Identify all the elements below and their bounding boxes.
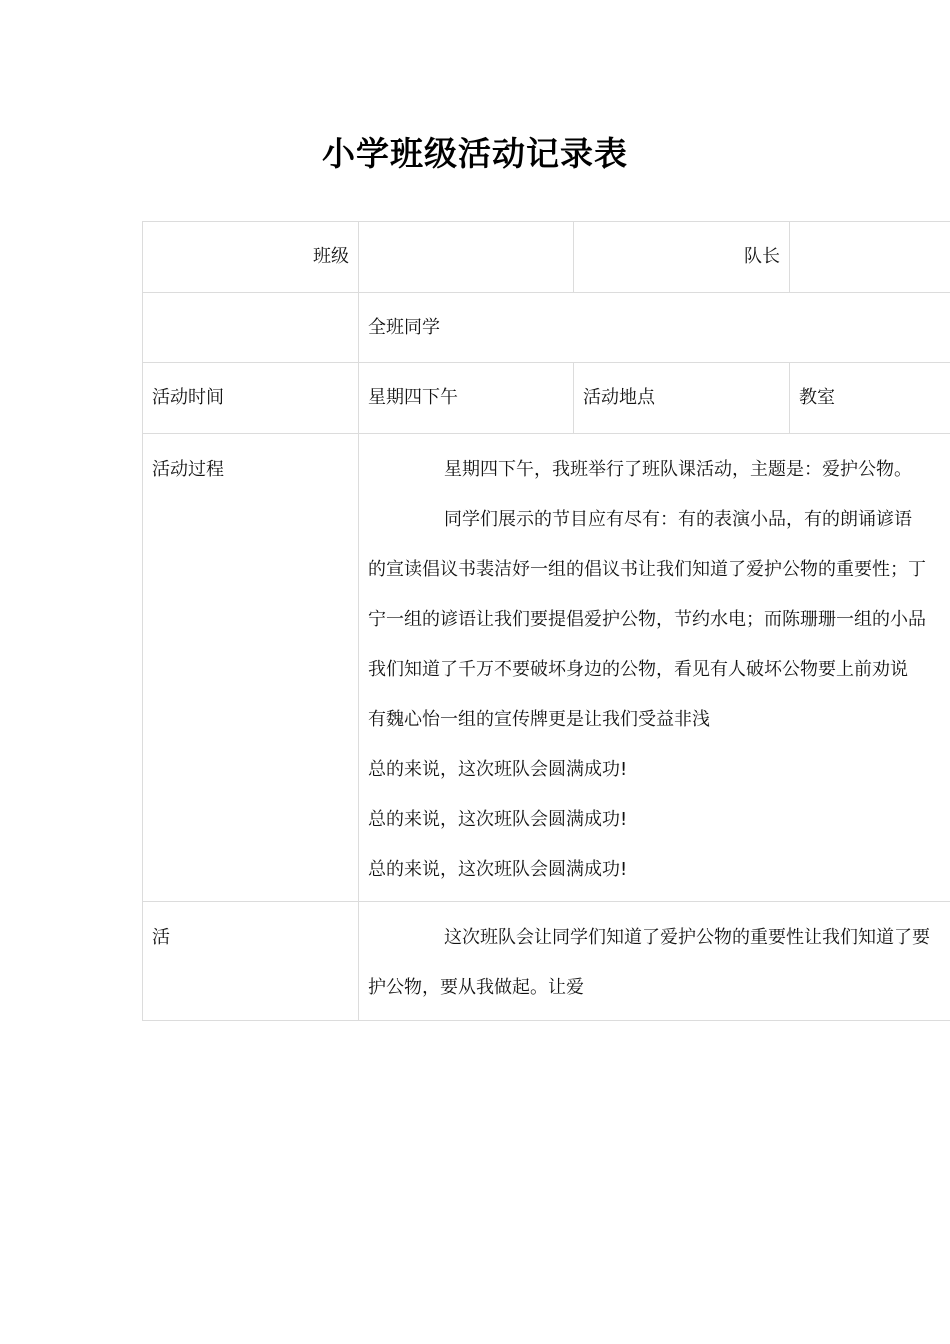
process-line: 我们知道了千万不要破坏身边的公物，看见有人破坏公物要上前劝说 bbox=[368, 659, 908, 680]
process-line: 星期四下午，我班举行了班队课活动，主题是：爱护公物。 bbox=[444, 459, 912, 480]
table-row-time-location bbox=[142, 362, 950, 433]
process-line: 总的来说，这次班队会圆满成功! bbox=[368, 759, 628, 780]
process-line: 总的来说，这次班队会圆满成功! bbox=[368, 859, 628, 880]
table-row-class bbox=[142, 221, 950, 292]
time-label: 活动时间 bbox=[142, 363, 358, 433]
class-value-cell[interactable] bbox=[358, 222, 573, 292]
effect-label: 活 bbox=[142, 902, 358, 1020]
table-row-process bbox=[142, 433, 950, 901]
captain-label: 队长 bbox=[573, 222, 789, 292]
location-label: 活动地点 bbox=[573, 363, 789, 433]
captain-value-cell[interactable] bbox=[789, 222, 950, 292]
effect-line: 这次班队会让同学们知道了爱护公物的重要性让我们知道了要 bbox=[444, 927, 930, 948]
class-label: 班级 bbox=[142, 222, 358, 292]
document-title: 小学班级活动记录表 bbox=[322, 134, 628, 173]
process-line: 同学们展示的节目应有尽有：有的表演小品，有的朗诵谚语 bbox=[444, 509, 912, 530]
table-row-effect bbox=[142, 901, 950, 1021]
process-label: 活动过程 bbox=[142, 434, 358, 901]
time-value: 星期四下午 bbox=[358, 363, 573, 433]
effect-text bbox=[358, 902, 950, 1020]
process-line: 有魏心怡一组的宣传牌更是让我们受益非浅 bbox=[368, 709, 710, 730]
process-line: 的宣读倡议书裴洁妤一组的倡议书让我们知道了爱护公物的重要性；丁 bbox=[368, 559, 926, 580]
effect-line: 护公物，要从我做起。让爱 bbox=[368, 977, 584, 998]
process-line: 总的来说，这次班队会圆满成功! bbox=[368, 809, 628, 830]
participants-label-cell bbox=[142, 293, 358, 362]
participants-value: 全班同学 bbox=[358, 293, 950, 362]
process-line: 宁一组的谚语让我们要提倡爱护公物，节约水电；而陈珊珊一组的小品 bbox=[368, 609, 926, 630]
activity-record-table bbox=[142, 221, 950, 1021]
process-text bbox=[358, 434, 950, 901]
table-row-participants bbox=[142, 292, 950, 362]
location-value: 教室 bbox=[789, 363, 950, 433]
